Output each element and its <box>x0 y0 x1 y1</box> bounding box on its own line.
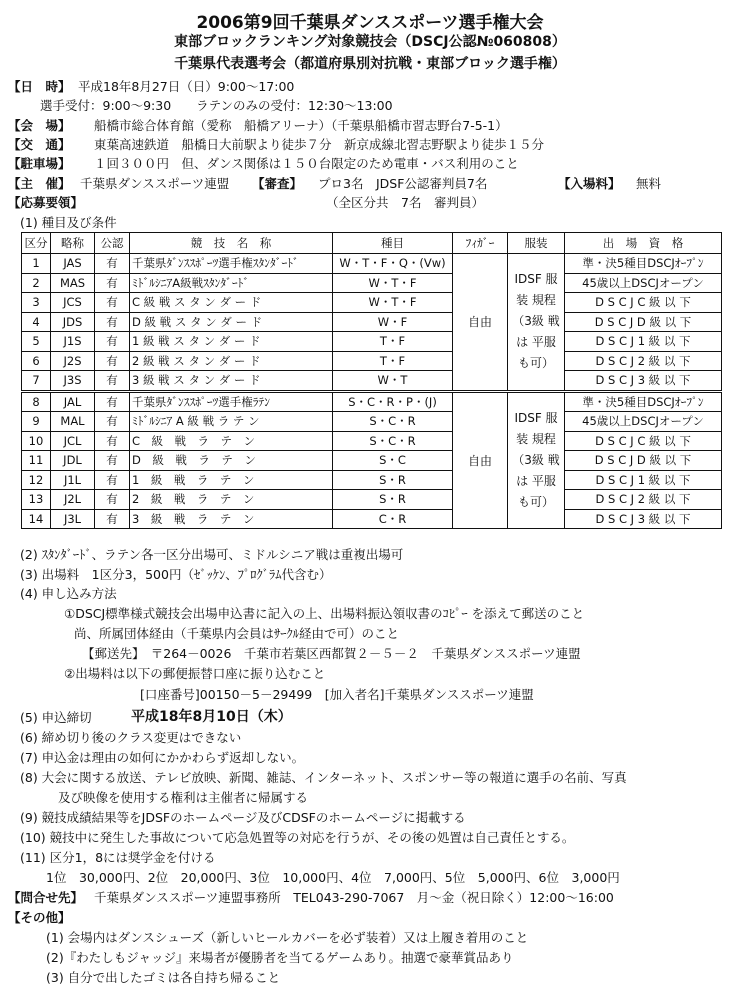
cell-qual: D S C J C 級 以 下 <box>565 431 722 451</box>
table-row <box>22 470 722 490</box>
prize-money: 1位 30,000円、2位 20,000円、3位 10,000円、4位 7,000円、5位 5,000円、6位 3,000円 <box>46 870 620 885</box>
table-row <box>22 451 722 471</box>
cell-event: S・C・R <box>333 412 453 432</box>
cell-cert: 有 <box>95 293 130 313</box>
header-cell: 区分 <box>22 233 51 254</box>
cell-name: 3 級 戦 ラ テ ン <box>130 509 333 529</box>
cell-name: D 級 戦 ラ テ ン <box>130 451 333 471</box>
note-11: (11) 区分1，8には奨学金を付ける <box>20 850 216 865</box>
cell-no: 13 <box>22 490 51 510</box>
note-4-step1: ①DSCJ標準様式競技会出場申込書に記入の上、出場料振込領収書のｺﾋﾟｰ を添えて郵送のこと <box>64 606 585 621</box>
table-row <box>22 351 722 371</box>
cell-qual: D S C J 2 級 以 下 <box>565 490 722 510</box>
judge-label: 【審査】 <box>252 176 303 191</box>
cell-cert: 有 <box>95 470 130 490</box>
cell-abbr: JDS <box>51 312 95 332</box>
cell-cert: 有 <box>95 273 130 293</box>
cell-no: 3 <box>22 293 51 313</box>
parking-label: 【駐車場】 <box>8 156 71 171</box>
deadline-label: (5) 申込締切 <box>20 710 92 725</box>
table-row <box>22 412 722 432</box>
cell-name: D 級 戦 ス タ ン ダ ー ド <box>130 312 333 332</box>
cell-abbr: JCS <box>51 293 95 313</box>
cell-abbr: MAL <box>51 412 95 432</box>
cell-qual: 45歳以上DSCJオープン <box>565 273 722 293</box>
parking-value: １回３００円 但、ダンス関係は１５０台限定のため電車・バス利用のこと <box>94 156 519 171</box>
cell-name: ﾐﾄﾞﾙｼﾆｱA級戦ｽﾀﾝﾀﾞｰﾄﾞ <box>130 273 333 293</box>
header-cell: 略称 <box>51 233 95 254</box>
note-9: (9) 競技成績結果等をJDSFのホームページ及びCDSFのホームページに掲載する <box>20 810 466 825</box>
cell-abbr: MAS <box>51 273 95 293</box>
cell-qual: D S C J D 級 以 下 <box>565 312 722 332</box>
note-4-via: 尚、所属団体経由（千葉県内会員はｻｰｸﾙ経由で可）のこと <box>74 626 400 641</box>
events-table <box>21 232 722 529</box>
cell-no: 1 <box>22 254 51 274</box>
transport-value: 東葉高速鉄道 船橋日大前駅より徒歩７分 新京成線北習志野駅より徒歩１５分 <box>94 137 545 152</box>
other-3: (3) 自分で出したゴミは各自持ち帰ること <box>46 970 281 985</box>
cell-event: S・R <box>333 470 453 490</box>
note-2: (2) ｽﾀﾝﾀﾞｰﾄﾞ、ラテン各一区分出場可、ミドルシニア戦は重複出場可 <box>20 547 404 562</box>
table-row <box>22 293 722 313</box>
cell-name: 千葉県ﾀﾞﾝｽｽﾎﾟｰﾂ選手権ｽﾀﾝﾀﾞｰﾄﾞ <box>130 254 333 274</box>
cell-qual: D S C J 3 級 以 下 <box>565 509 722 529</box>
cell-abbr: JAL <box>51 391 95 412</box>
note-3: (3) 出場料 1区分3，500円（ｾﾞｯｹﾝ、ﾌﾟﾛｸﾞﾗﾑ代含む） <box>20 567 332 582</box>
cell-event: C・R <box>333 509 453 529</box>
table-row <box>22 371 722 392</box>
cell-event: S・C・R <box>333 431 453 451</box>
cell-figure-latin: 自由 <box>453 391 508 529</box>
cell-qual: D S C J 1 級 以 下 <box>565 470 722 490</box>
cell-event: W・T・F・Q・(Vw) <box>333 254 453 274</box>
cell-qual: D S C J C 級 以 下 <box>565 293 722 313</box>
cell-cert: 有 <box>95 254 130 274</box>
cell-cert: 有 <box>95 351 130 371</box>
note-8-cont: 及び映像を使用する権利は主催者に帰属する <box>58 790 309 805</box>
cell-qual: D S C J 1 級 以 下 <box>565 332 722 352</box>
contact-label: 【問合せ先】 <box>8 890 84 905</box>
table-row <box>22 431 722 451</box>
cell-cert: 有 <box>95 431 130 451</box>
cell-no: 7 <box>22 371 51 392</box>
note-4: (4) 申し込み方法 <box>20 586 117 601</box>
date-label: 【日 時】 <box>8 79 71 94</box>
header-cell: 種目 <box>333 233 453 254</box>
admission-value: 無料 <box>636 176 662 191</box>
cell-no: 12 <box>22 470 51 490</box>
cell-no: 5 <box>22 332 51 352</box>
cell-qual: D S C J 2 級 以 下 <box>565 351 722 371</box>
header-cell: 出 場 資 格 <box>565 233 722 254</box>
note-8: (8) 大会に関する放送、テレビ放映、新聞、雑誌、インターネット、スポンサー等の報道に選手の名前、写真 <box>20 770 627 785</box>
cell-abbr: JCL <box>51 431 95 451</box>
cell-qual: 準・決5種目DSCJｵｰﾌﾟﾝ <box>565 391 722 412</box>
subtitle-ranking: 東部ブロックランキング対象競技会（DSCJ公認№060808） <box>174 34 566 50</box>
reception-info: 選手受付：9:00～9:30 ラテンのみの受付：12:30～13:00 <box>40 98 393 113</box>
cell-name: 2 級 戦 ス タ ン ダ ー ド <box>130 351 333 371</box>
cell-cert: 有 <box>95 451 130 471</box>
cell-no: 2 <box>22 273 51 293</box>
cell-abbr: J1L <box>51 470 95 490</box>
table-row <box>22 391 722 412</box>
cell-no: 6 <box>22 351 51 371</box>
cell-qual: 準・決5種目DSCJｵｰﾌﾟﾝ <box>565 254 722 274</box>
cell-name: ﾐﾄﾞﾙｼﾆｱ A 級 戦 ラ テ ン <box>130 412 333 432</box>
header-cell: 競 技 名 称 <box>130 233 333 254</box>
cell-abbr: J2L <box>51 490 95 510</box>
organizer-label: 【主 催】 <box>8 176 71 191</box>
cell-no: 14 <box>22 509 51 529</box>
table-row <box>22 273 722 293</box>
page-title: 2006第9回千葉県ダンススポーツ選手権大会 <box>196 13 544 33</box>
cell-name: C 級 戦 ス タ ン ダ ー ド <box>130 293 333 313</box>
cell-name: 1 級 戦 ラ テ ン <box>130 470 333 490</box>
cell-cert: 有 <box>95 312 130 332</box>
table-row <box>22 509 722 529</box>
table-row <box>22 254 722 274</box>
cell-cert: 有 <box>95 391 130 412</box>
cell-abbr: JDL <box>51 451 95 471</box>
date-value: 平成18年8月27日（日）9:00～17:00 <box>78 79 295 94</box>
subtitle-selection: 千葉県代表選考会（都道府県別対抗戦・東部ブロック選手権） <box>174 56 566 72</box>
cell-event: S・C・R・P・(J) <box>333 391 453 412</box>
cell-event: S・C <box>333 451 453 471</box>
cell-event: W・T <box>333 371 453 392</box>
cell-abbr: J3L <box>51 509 95 529</box>
cell-event: T・F <box>333 351 453 371</box>
transport-label: 【交 通】 <box>8 137 71 152</box>
cell-name: 3 級 戦 ス タ ン ダ ー ド <box>130 371 333 392</box>
cell-abbr: J3S <box>51 371 95 392</box>
cell-abbr: JAS <box>51 254 95 274</box>
note-4-step2: ②出場料は以下の郵便振替口座に振り込むこと <box>64 666 326 681</box>
cell-cert: 有 <box>95 412 130 432</box>
deadline-value: 平成18年8月10日（木） <box>131 709 292 725</box>
organizer-value: 千葉県ダンススポーツ連盟 <box>80 176 230 191</box>
cell-event: T・F <box>333 332 453 352</box>
header-cell: 服装 <box>508 233 565 254</box>
other-2: (2)『わたしもジャッジ』来場者が優勝者を当てるゲームあり。抽選で豪華賞品あり <box>46 950 514 965</box>
table-row <box>22 312 722 332</box>
note-7: (7) 申込金は理由の如何にかかわらず返却しない。 <box>20 750 305 765</box>
cell-qual: 45歳以上DSCJオープン <box>565 412 722 432</box>
cell-no: 4 <box>22 312 51 332</box>
cell-no: 8 <box>22 391 51 412</box>
cell-name: 2 級 戦 ラ テ ン <box>130 490 333 510</box>
table-header-row <box>22 233 722 254</box>
cell-attire-standard: IDSF 服装 規程 （3級 戦は 平服 も可） <box>508 254 565 392</box>
note-10: (10) 競技中に発生した事故について応急処置等の対応を行うが、その後の処置は自己責任とする。 <box>20 830 575 845</box>
cell-abbr: J2S <box>51 351 95 371</box>
cell-no: 11 <box>22 451 51 471</box>
note-6: (6) 締め切り後のクラス変更はできない <box>20 730 242 745</box>
cell-attire-latin: IDSF 服装 規程 （3級 戦は 平服 も可） <box>508 391 565 529</box>
cell-abbr: J1S <box>51 332 95 352</box>
header-cell: ﾌｨｶﾞｰ <box>453 233 508 254</box>
mailing-address: 【郵送先】 〒264－0026 千葉市若葉区西都賀２－５－２ 千葉県ダンススポーツ連盟 <box>82 646 581 661</box>
table-row <box>22 332 722 352</box>
table-caption: (1) 種目及び条件 <box>20 215 117 230</box>
other-1: (1) 会場内はダンスシューズ（新しいヒールカバーを必ず装着）又は上履き着用のこと <box>46 930 529 945</box>
cell-no: 9 <box>22 412 51 432</box>
admission-label: 【入場料】 <box>558 176 621 191</box>
cell-cert: 有 <box>95 509 130 529</box>
cell-event: W・T・F <box>333 273 453 293</box>
judge-value: プロ3名 JDSF公認審判員7名 <box>318 176 488 191</box>
bank-account: [口座番号]00150－5－29499 [加入者名]千葉県ダンススポーツ連盟 <box>140 687 534 702</box>
guide-label: 【応募要領】 <box>8 195 84 210</box>
venue-label: 【会 場】 <box>8 118 71 133</box>
other-label: 【その他】 <box>8 910 71 925</box>
cell-no: 10 <box>22 431 51 451</box>
cell-name: 1 級 戦 ス タ ン ダ ー ド <box>130 332 333 352</box>
venue-value: 船橋市総合体育館（愛称 船橋アリーナ）（千葉県船橋市習志野台7-5-1） <box>94 118 508 133</box>
cell-qual: D S C J D 級 以 下 <box>565 451 722 471</box>
cell-event: S・R <box>333 490 453 510</box>
cell-name: 千葉県ﾀﾞﾝｽｽﾎﾟｰﾂ選手権ﾗﾃﾝ <box>130 391 333 412</box>
cell-cert: 有 <box>95 332 130 352</box>
cell-event: W・T・F <box>333 293 453 313</box>
cell-event: W・F <box>333 312 453 332</box>
cell-qual: D S C J 3 級 以 下 <box>565 371 722 392</box>
contact-value: 千葉県ダンススポーツ連盟事務所 TEL043-290-7067 月～金（祝日除く）12:00～16:00 <box>94 890 614 905</box>
cell-figure-standard: 自由 <box>453 254 508 392</box>
table-row <box>22 490 722 510</box>
judge-total: （全区分共 7名 審判員） <box>326 195 484 210</box>
cell-cert: 有 <box>95 371 130 392</box>
cell-cert: 有 <box>95 490 130 510</box>
header-cell: 公認 <box>95 233 130 254</box>
cell-name: C 級 戦 ラ テ ン <box>130 431 333 451</box>
